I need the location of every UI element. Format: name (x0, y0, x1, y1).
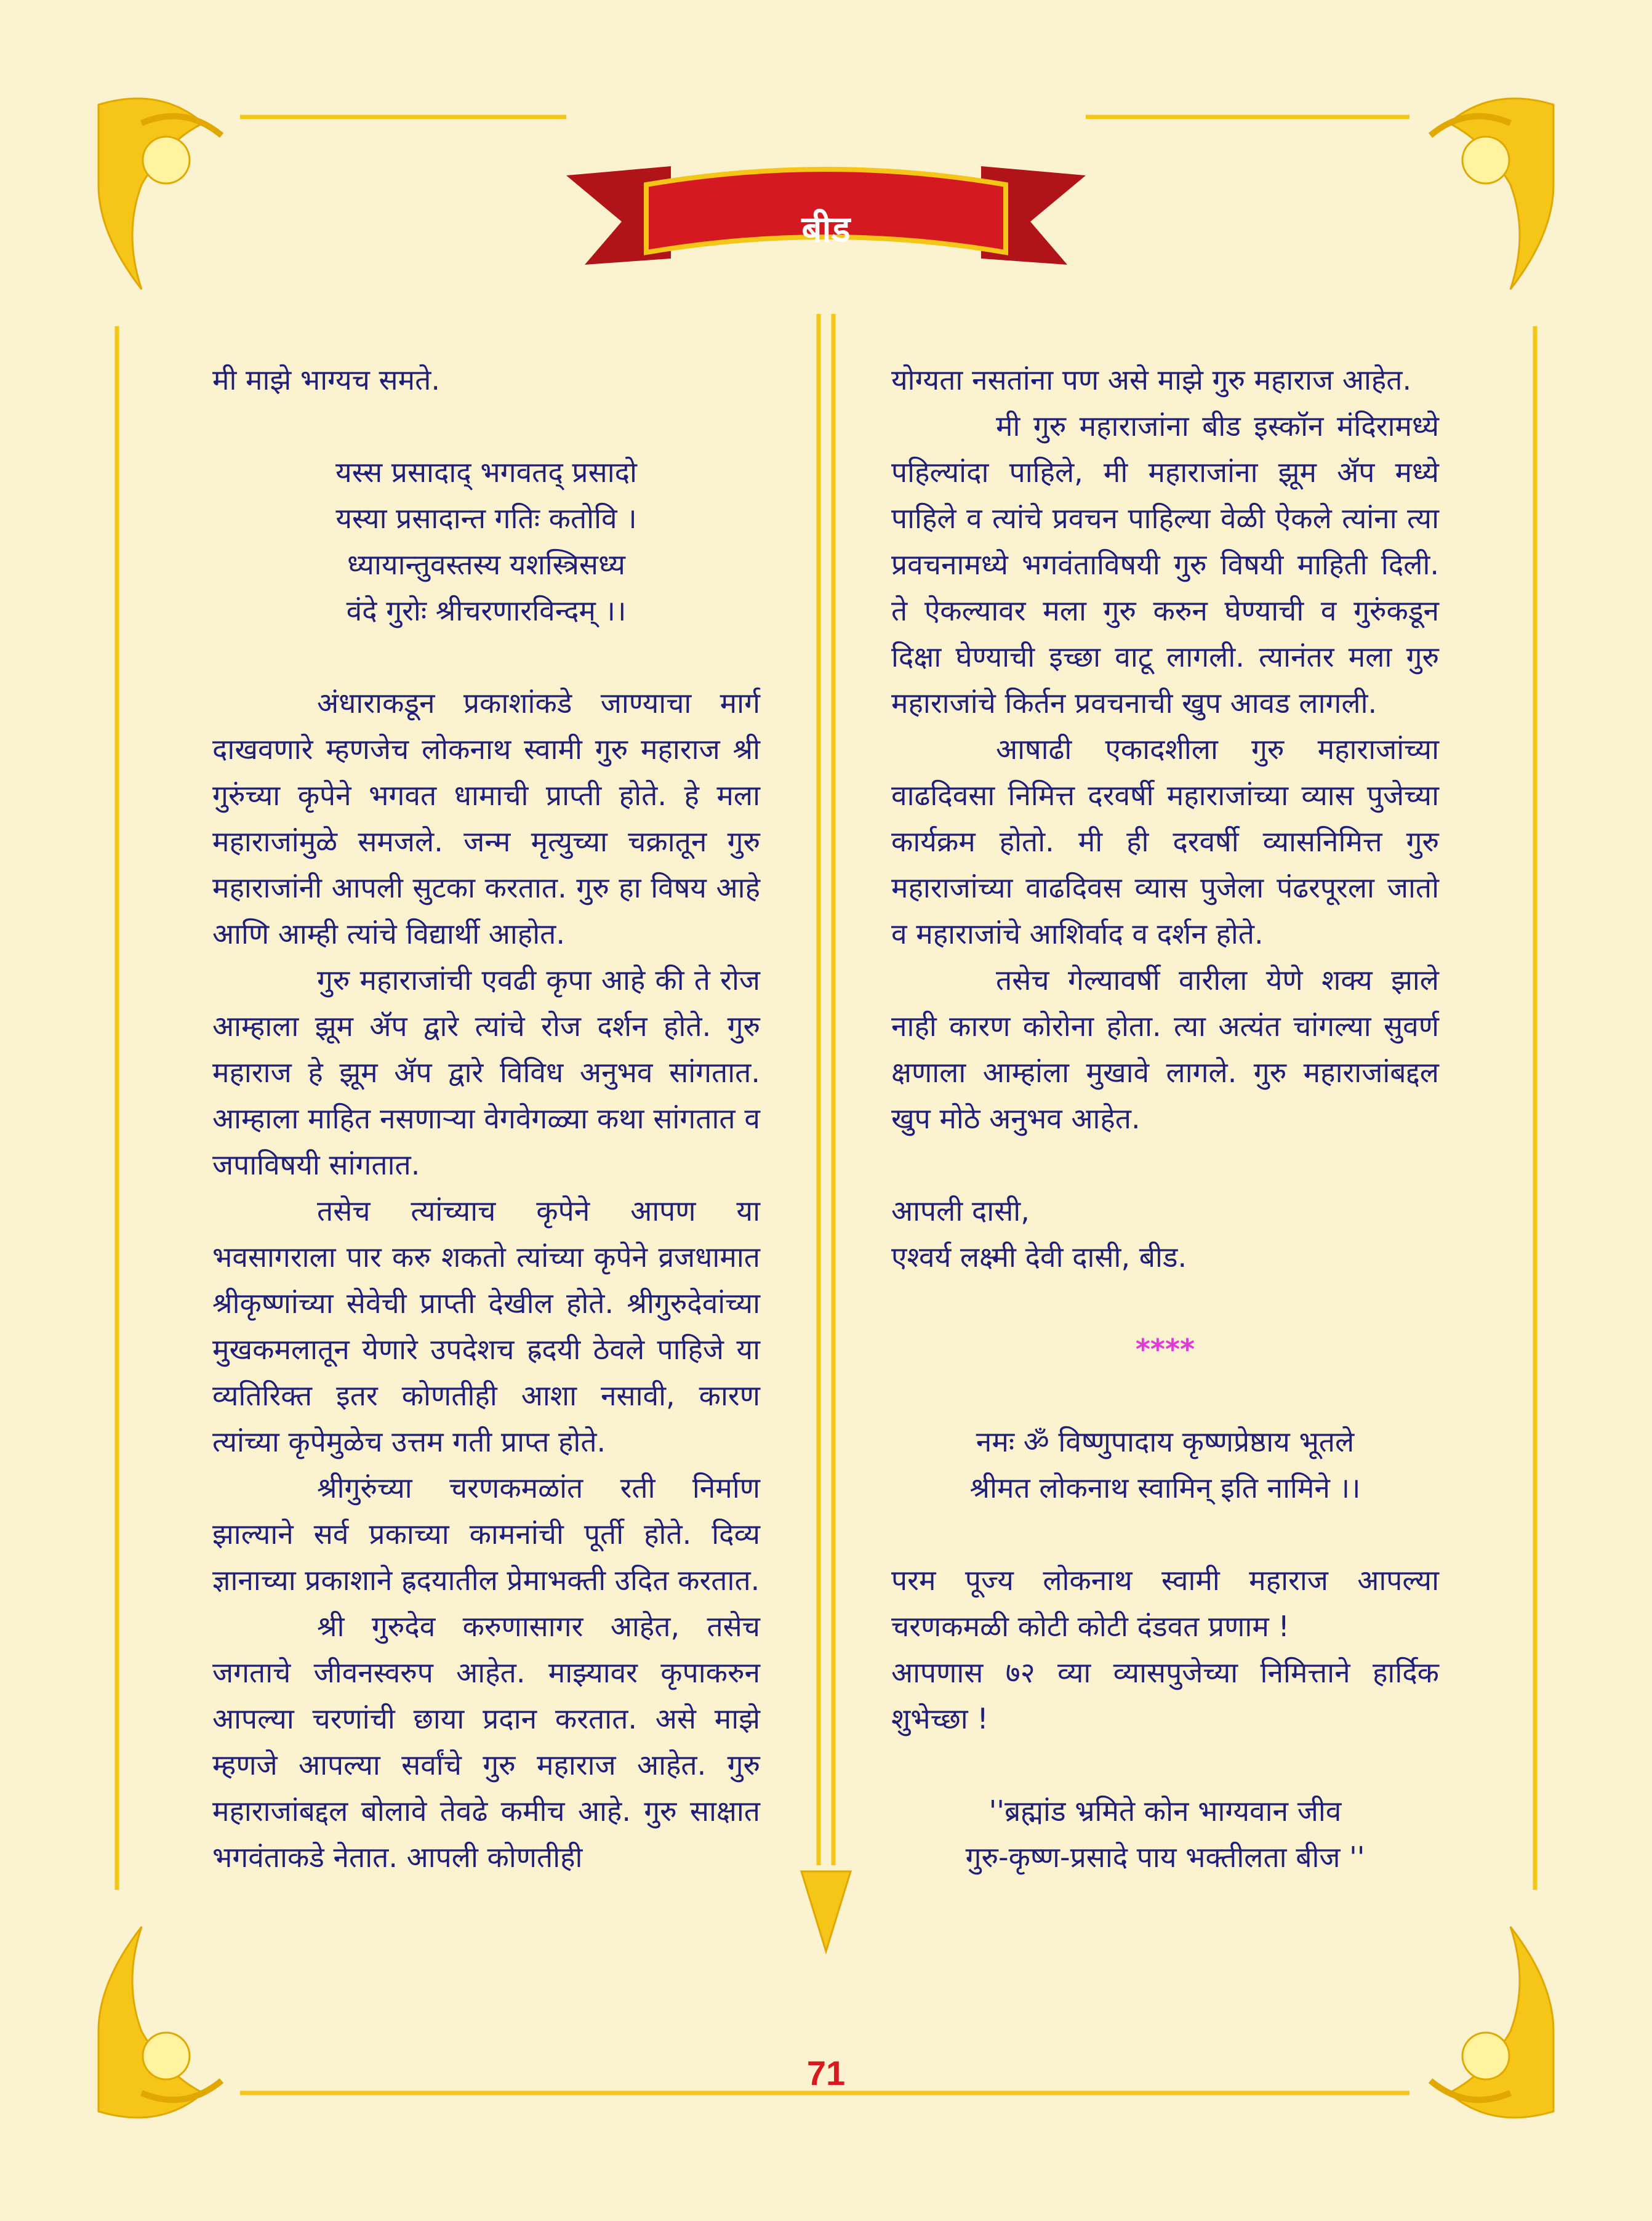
verse-line: नमः ॐ विष्णुपादाय कृष्णप्रेष्ठाय भूतले (976, 1425, 1355, 1458)
verse-line: यस्या प्रसादान्त गतिः कतोवि । (335, 502, 637, 535)
spacer (212, 634, 760, 680)
page-title: बीड (801, 208, 851, 250)
spacer (891, 1280, 1439, 1327)
verse-line: श्रीमत लोकनाथ स्वामिन् इति नामिने ।। (969, 1471, 1361, 1504)
corner-ornament-top-left-icon (98, 98, 222, 289)
right-column (891, 357, 1439, 1881)
paragraph: श्री गुरुदेव करुणासागर आहेत, तसेच जगताचे जीवनस्वरुप आहेत. माझ्यावर कृपाकरुन आपल्या चरणांची छाया प्रदान करतात. असे माझे म्हणजे आपल्या सर्वांचे गुरु महाराज आहेत. गुरु महाराजांबद्दल बोलावे तेवढे कमीच आहे. गुरु साक्षात भगवंताकडे नेतात. आपली कोणतीही (212, 1610, 760, 1874)
paragraph: श्रीगुरुंच्या चरणकमळांत रती निर्माण झाल्याने सर्व प्रकाच्या कामनांची पूर्ती होते. दिव्य ज्ञानाच्या प्रकाशाने ह्रदयातील प्रेमाभक्ती उदित करतात. (212, 1471, 760, 1597)
corner-ornament-top-right-icon (1430, 98, 1554, 289)
paragraph: तसेच त्यांच्याच कृपेने आपण या भवसागराला पार करु शकतो त्यांच्या कृपेने व्रजधामात श्रीकृष्णांच्या सेवेची प्राप्ती देखील होते. श्रीगुरुदेवांच्या मुखकमलातून येणारे उपदेशच ह्रदयी ठेवले पाहिजे या व्यतिरिक्त इतर कोणतीही आशा नसावी, कारण त्यांच्या कृपेमुळेच उत्तम गती प्राप्त होते. (212, 1194, 760, 1458)
paragraph: एश्वर्य लक्ष्मी देवी दासी, बीड. (891, 1240, 1187, 1274)
spacer (891, 1373, 1439, 1419)
paragraph: योग्यता नसतांना पण असे माझे गुरु महाराज आहेत. (891, 363, 1412, 396)
paragraph: परम पूज्य लोकनाथ स्वामी महाराज आपल्या चरणकमळी कोटी कोटी दंडवत प्रणाम ! (891, 1564, 1439, 1643)
paragraph: आपली दासी, (891, 1194, 1030, 1227)
paragraph: मी गुरु महाराजांना बीड इस्कॉन मंदिरामध्ये पहिल्यांदा पाहिले, मी महाराजांना झूम ॲप मध्ये पाहिले व त्यांचे प्रवचन पाहिल्या वेळी ऐकले त्यांना त्या प्रवचनामध्ये भगवंताविषयी गुरु विषयी माहिती दिली. ते ऐकल्यावर मला गुरु करुन घेण्याची व गुरुंकडून दिक्षा घेण्याची इच्छा वाटू लागली. त्यानंतर मला गुरु महाराजांचे किर्तन प्रवचनाची खुप आवड लागली. (891, 409, 1439, 720)
corner-ornament-bottom-right-icon (1430, 1927, 1554, 2118)
spacer (891, 1511, 1439, 1557)
paragraph: तसेच गेल्यावर्षी वारीला येणे शक्य झाले नाही कारण कोरोना होता. त्या अत्यंत चांगल्या सुवर्ण क्षणाला आम्हांला मुखावे लागले. गुरु महाराजांबद्दल खुप मोठे अनुभव आहेत. (891, 963, 1439, 1135)
paragraph: अंधाराकडून प्रकाशांकडे जाण्याचा मार्ग दाखवणारे म्हणजेच लोकनाथ स्वामी गुरु महाराज श्री गुरुंच्या कृपेने भगवत धामाची प्राप्ती होते. हे मला महाराजांमुळे समजले. जन्म मृत्युच्या चक्रातून गुरु महाराजांनी आपली सुटका करतात. गुरु हा विषय आहे आणि आम्ही त्यांचे विद्यार्थी आहोत. (212, 686, 760, 950)
verse-line: गुरु-कृष्ण-प्रसादे पाय भक्तीलता बीज '' (965, 1841, 1365, 1874)
page-number: 71 (806, 2054, 846, 2092)
verse-line: यस्स प्रसादाद् भगवतद् प्रसादो (335, 456, 637, 489)
verse-line: वंदे गुरोः श्रीचरणारविन्दम् ।। (346, 594, 627, 627)
paragraph: आषाढी एकादशीला गुरु महाराजांच्या वाढदिवसा निमित्त दरवर्षी महाराजांच्या व्यास पुजेच्या कार्यक्रम होतो. मी ही दरवर्षी व्यासनिमित्त गुरु महाराजांच्या वाढदिवस व्यास पुजेला पंढरपूरला जातो व महाराजांचे आशिर्वाद व दर्शन होते. (891, 733, 1439, 950)
paragraph: गुरु महाराजांची एवढी कृपा आहे की ते रोज आम्हाला झूम ॲप द्वारे त्यांचे रोज दर्शन होते. गुरु महाराज हे झूम ॲप द्वारे विविध अनुभव सांगतात. आम्हाला माहित नसणाऱ्या वेगवेगळ्या कथा सांगतात व जपाविषयी सांगतात. (212, 963, 760, 1181)
paragraph: आपणास ७२ व्या व्यासपुजेच्या निमित्ताने हार्दिक शुभेच्छा ! (891, 1656, 1439, 1735)
paragraph: मी माझे भाग्यच समते. (212, 363, 441, 396)
left-column (212, 357, 760, 1881)
separator-stars: **** (1135, 1333, 1195, 1366)
verse-line: ''ब्रह्मांड भ्रमिते कोन भाग्यवान जीव (988, 1794, 1342, 1828)
spacer (891, 1742, 1439, 1788)
corner-ornament-bottom-left-icon (98, 1927, 222, 2118)
spacer (891, 1142, 1439, 1188)
column-divider (801, 314, 851, 1951)
spacer (212, 403, 760, 449)
verse-line: ध्यायान्तुवस्तस्य यशस्त्रिसध्य (347, 548, 625, 581)
